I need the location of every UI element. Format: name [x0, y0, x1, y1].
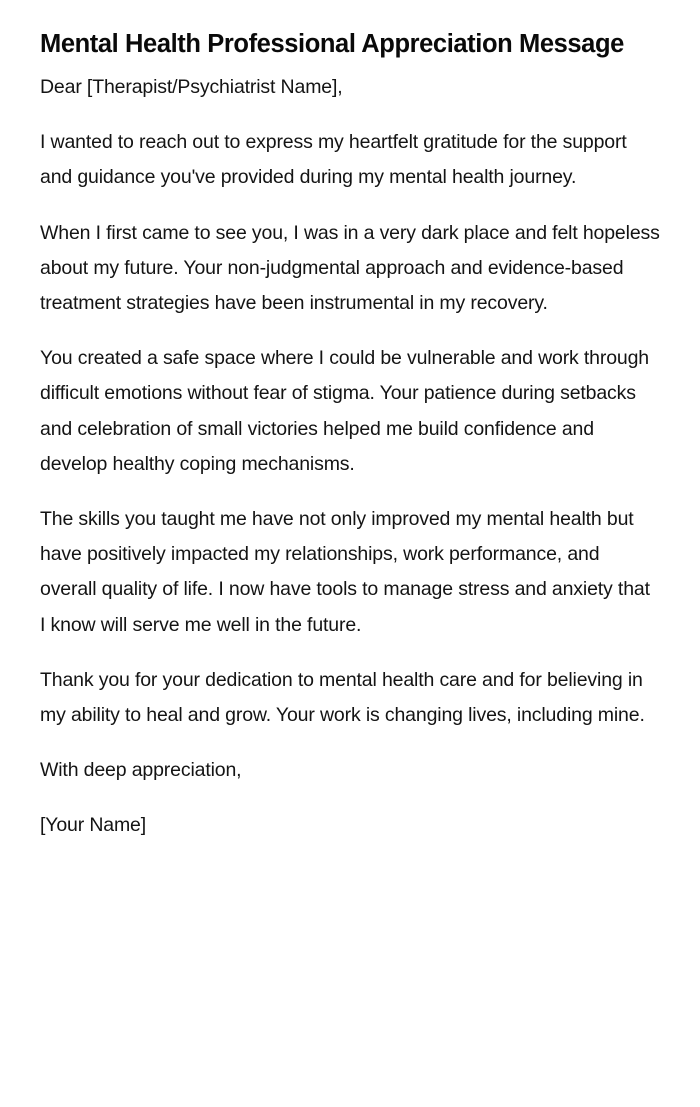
- body-paragraph-2: When I first came to see you, I was in a very dark place and felt hopeless about my future. Your non-judgmental approach and evidence-based treatment strategies have been instrumental in my recovery.: [40, 221, 660, 315]
- signature: [Your Name]: [40, 814, 147, 837]
- body-paragraph-3: You created a safe space where I could be vulnerable and work through difficult emotions without fear of stigma. Your patience during setbacks and celebration of small victories helped me build confidence and develop healthy coping mechanisms.: [40, 347, 650, 475]
- salutation: Dear [Therapist/Psychiatrist Name],: [40, 76, 343, 98]
- body-paragraph-4: The skills you taught me have not only improved my mental health but have positively impacted my relationships, work performance, and overall quality of life. I now have tools to manage stress and anxiety that I know will serve me well in the future.: [40, 508, 650, 636]
- body-paragraph-5: Thank you for your dedication to mental health care and for believing in my ability to heal and grow. Your work is changing lives, including mine.: [40, 668, 645, 727]
- document-title: Mental Health Professional Appreciation Message: [40, 30, 624, 58]
- body-paragraph-1: I wanted to reach out to express my heartfelt gratitude for the support and guidance you've provided during my mental health journey.: [40, 131, 627, 189]
- closing-line: With deep appreciation,: [40, 759, 242, 782]
